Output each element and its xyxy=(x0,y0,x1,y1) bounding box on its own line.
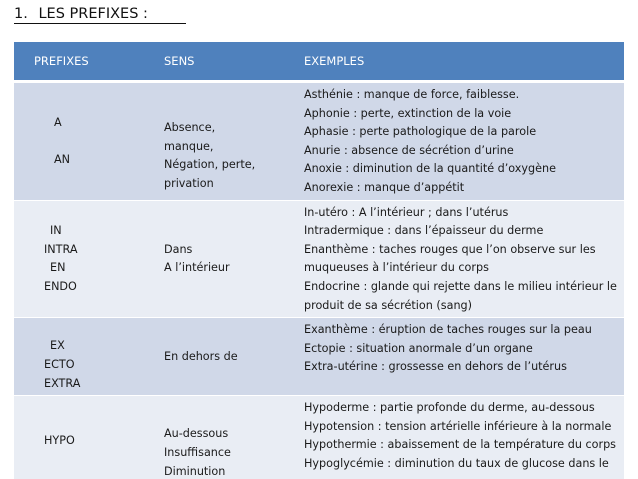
sens-text: manque, xyxy=(164,139,214,153)
sens-text: Négation, perte, xyxy=(164,158,256,172)
prefixes-table xyxy=(14,42,624,479)
header-sens: SENS xyxy=(144,42,284,82)
prefix-text: A xyxy=(54,115,62,129)
table-row xyxy=(14,396,624,479)
exemple-text: Ectopie : situation anormale d’un organe xyxy=(304,341,533,355)
exemple-text: Hypoglycémie : diminution du taux de glucose dans le xyxy=(304,456,609,470)
prefix-text: IN xyxy=(50,224,62,238)
prefix-text: HYPO xyxy=(44,433,75,447)
table-row xyxy=(14,82,624,201)
exemples-cell xyxy=(284,396,624,479)
exemple-text: In-utéro : A l’intérieur ; dans l’utérus xyxy=(304,205,509,219)
exemple-text: Hypoderme : partie profonde du derme, au-dessous xyxy=(304,401,595,415)
prefix-text: ENDO xyxy=(44,279,77,293)
sens-text: Absence, xyxy=(164,121,216,135)
exemple-text: Extra-utérine : grossesse en dehors de l’utérus xyxy=(304,360,567,374)
sens-text: Diminution xyxy=(164,464,226,478)
prefix-text: EN xyxy=(50,261,66,275)
exemple-text: Endocrine : glande qui rejette dans le milieu intérieur le produit de sa sécrétion (sang) xyxy=(304,279,617,312)
exemple-text: Aphonie : perte, extinction de la voie xyxy=(304,106,512,120)
table-row xyxy=(14,200,624,318)
exemple-text: Anoxie : diminution de la quantité d’oxygène xyxy=(304,162,556,176)
sens-cell xyxy=(144,82,284,201)
exemple-text: Hypothermie : abaissement de la température du corps xyxy=(304,438,616,452)
exemple-text: Aphasie : perte pathologique de la parole xyxy=(304,125,537,139)
sens-text: En dehors de xyxy=(164,349,238,363)
prefix-cell xyxy=(14,396,144,479)
prefix-text: EX xyxy=(50,339,65,353)
prefix-text xyxy=(54,132,140,151)
heading-underline xyxy=(14,23,186,24)
header-exemples: EXEMPLES xyxy=(284,42,624,82)
sens-text: Au-dessous xyxy=(164,427,229,441)
header-prefixes: PREFIXES xyxy=(14,42,144,82)
prefix-text: AN xyxy=(54,153,71,167)
exemple-text: Anurie : absence de sécrétion d’urine xyxy=(304,143,514,157)
sens-text: privation xyxy=(164,176,214,190)
exemples-cell xyxy=(284,318,624,396)
prefix-cell xyxy=(14,318,144,396)
sens-text: Insuffisance xyxy=(164,445,231,459)
heading-number: 1. xyxy=(14,6,28,22)
exemple-text: Exanthème : éruption de taches rouges sur la peau xyxy=(304,323,592,337)
section-heading xyxy=(14,6,148,22)
prefix-text: EXTRA xyxy=(44,376,81,390)
prefix-text: INTRA xyxy=(44,242,78,256)
exemple-text: Intradermique : dans l’épaisseur du derme xyxy=(304,224,544,238)
exemple-text: Hypotension : tension artérielle inférieure à la normale xyxy=(304,419,612,433)
exemples-cell xyxy=(284,200,624,318)
prefix-text: ECTO xyxy=(44,357,75,371)
heading-text: LES PREFIXES : xyxy=(38,6,148,22)
prefix-cell xyxy=(14,200,144,318)
exemples-cell xyxy=(284,82,624,201)
sens-text: A l’intérieur xyxy=(164,261,230,275)
sens-cell xyxy=(144,318,284,396)
exemple-text: Enanthème : taches rouges que l’on observe sur les muqueuses à l’intérieur du corps xyxy=(304,242,596,275)
sens-cell xyxy=(144,396,284,479)
table-header-row xyxy=(14,42,624,82)
sens-cell xyxy=(144,200,284,318)
exemple-text: Asthénie : manque de force, faiblesse. xyxy=(304,88,520,101)
sens-text: Dans xyxy=(164,242,193,256)
table-row xyxy=(14,318,624,396)
exemple-text: Anorexie : manque d’appétit xyxy=(304,180,465,194)
prefix-cell xyxy=(14,82,144,201)
